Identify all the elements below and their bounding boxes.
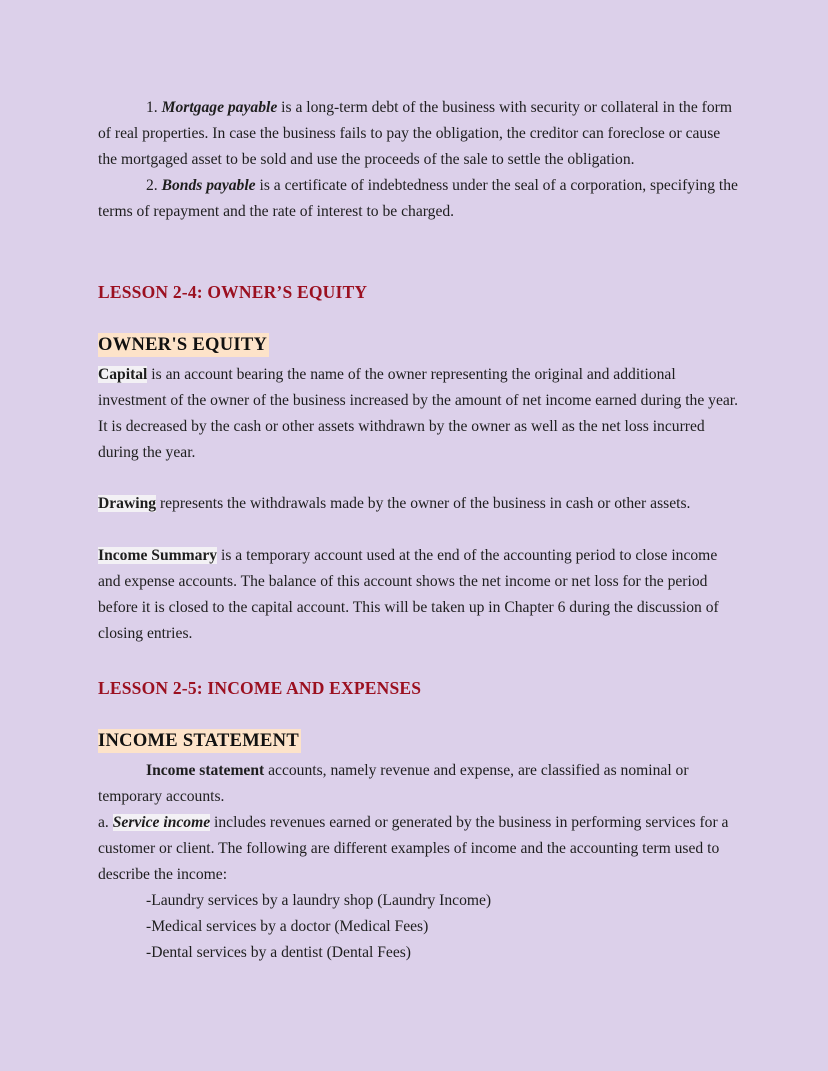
item-number: 1. [146, 99, 158, 116]
term-mortgage-payable: Mortgage payable [161, 99, 278, 116]
lesson-heading: LESSON 2-5: INCOME AND EXPENSES [98, 678, 422, 698]
section-title: OWNER'S EQUITY [98, 335, 268, 355]
service-income-definition [98, 810, 738, 888]
term-bonds-payable: Bonds payable [161, 177, 256, 194]
item-prefix: a. [98, 814, 113, 831]
definition-text: is a certificate of indebtedness under the seal of a corporation, specifying the terms of repayment and the rate of interest to be charged. [98, 177, 738, 220]
lesson-2-4-heading-block [98, 282, 738, 303]
term-service-income: Service income [112, 814, 211, 831]
definition-text: is a long-term debt of the business with security or collateral in the form of real properties. In case the business fails to pay the obligation, the creditor can foreclose or cause the mortgaged asset to be sold and use the proceeds of the sale to settle the obligation. [98, 99, 732, 168]
capital-definition [98, 362, 738, 466]
drawing-definition [98, 491, 738, 517]
income-statement-intro [98, 758, 738, 810]
term-income-summary: Income Summary [98, 547, 218, 564]
definition-text: accounts, namely revenue and expense, are classified as nominal or temporary accounts. [98, 762, 689, 805]
list-item: -Laundry services by a laundry shop (Laundry Income) [146, 892, 492, 909]
lesson-2-5-heading-block [98, 678, 738, 699]
definition-text: includes revenues earned or generated by the business in performing services for a customer or client. The following are different examples of income and the accounting term used to describe the income: [98, 814, 729, 883]
lesson-heading: LESSON 2-4: OWNER’S EQUITY [98, 282, 368, 302]
list-item: -Dental services by a dentist (Dental Fees) [146, 944, 412, 961]
section-title: INCOME STATEMENT [98, 731, 299, 751]
intro-item-mortgage [98, 95, 738, 173]
income-summary-definition [98, 543, 738, 647]
section-owners-equity-block [98, 333, 738, 357]
term-capital: Capital [98, 366, 148, 383]
list-item: -Medical services by a doctor (Medical Fees) [146, 918, 429, 935]
definition-text: is an account bearing the name of the owner representing the original and additional investment of the owner of the business increased by the amount of net income earned during the year. It is decreased by the cash or other assets withdrawn by the owner as well as the net loss incurred during the year. [98, 366, 739, 461]
term-income-statement: Income statement [146, 762, 265, 779]
term-drawing: Drawing [98, 495, 157, 512]
section-income-statement-block [98, 729, 738, 753]
definition-text: represents the withdrawals made by the owner of the business in cash or other assets. [156, 495, 691, 512]
intro-item-bonds [98, 173, 738, 225]
definition-text: is a temporary account used at the end of the accounting period to close income and expense accounts. The balance of this account shows the net income or net loss for the period before it is closed to the capital account. This will be taken up in Chapter 6 during the discussion of closing entries. [98, 547, 719, 642]
income-examples-list [98, 888, 738, 966]
item-number: 2. [146, 177, 158, 194]
